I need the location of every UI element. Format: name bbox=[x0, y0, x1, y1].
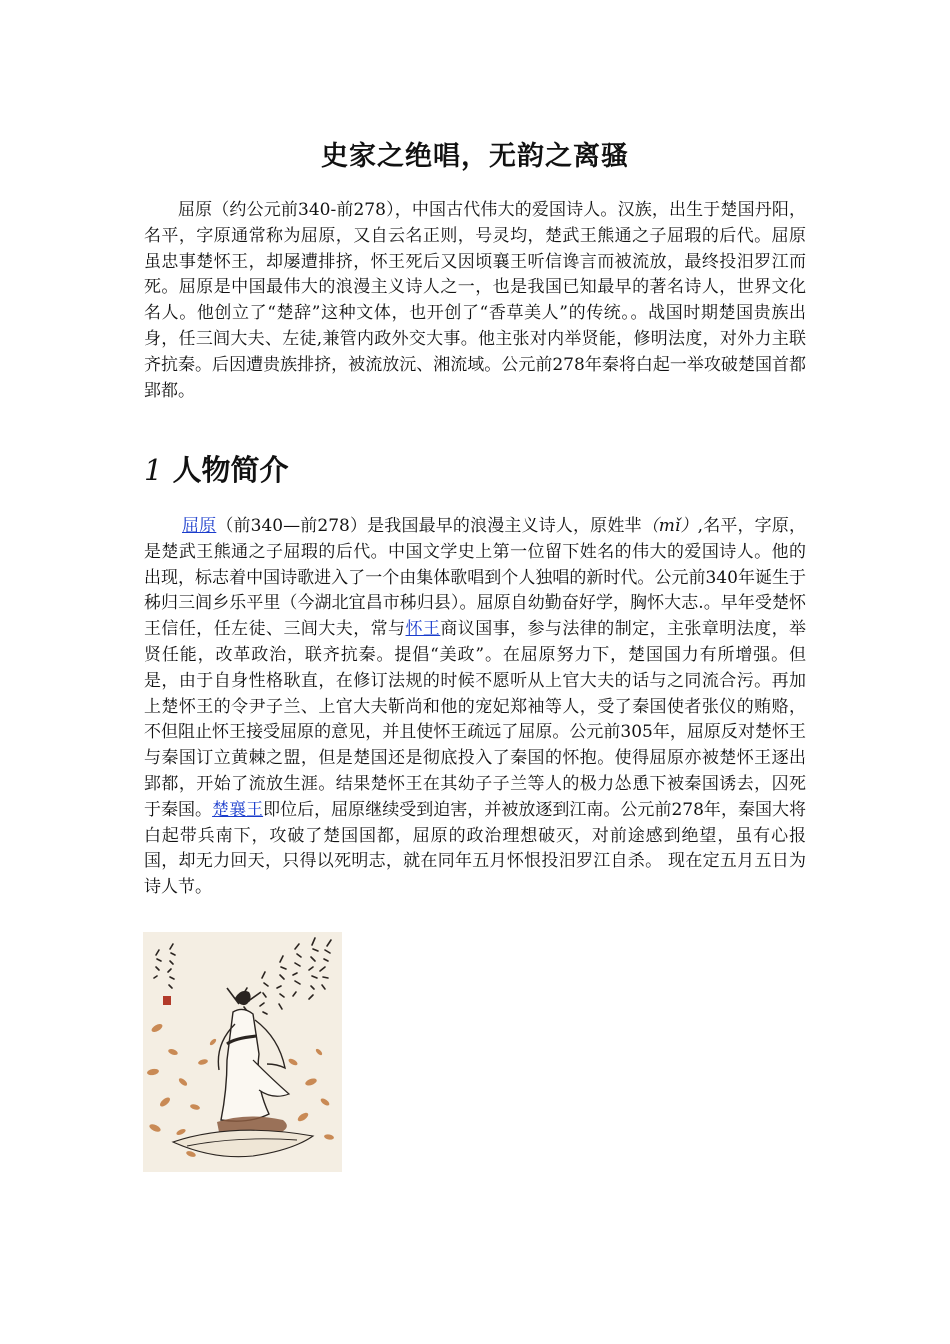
painting-illustration bbox=[143, 932, 342, 1172]
bio-text-a: （前340—前278）是我国最早的浪漫主义诗人，原姓芈 bbox=[216, 516, 642, 536]
bio-text-c: 商议国事，参与法律的制定，主张章明法度，举贤任能，改革政治，联齐抗秦。提倡“美政”。在屈原努力下，楚国国力有所增强。但是，由于自身性格耿直，在修订法规的时候不愿听从上官大夫的话与之同流合污。再加上楚怀王的令尹子兰、上官大夫靳尚和他的宠妃郑袖等人，受了秦国使者张仪的贿赂，不但阻止怀王接受屈原的意见，并且使怀王疏远了屈原。公元前305年，屈原反对楚怀王与秦国订立黄棘之盟，但是楚国还是彻底投入了秦国的怀抱。使得屈原亦被楚怀王逐出郢都，开始了流放生涯。结果楚怀王在其幼子子兰等人的极力怂恿下被秦国诱去，囚死于秦国。 bbox=[144, 619, 807, 820]
section-number: 1 bbox=[144, 453, 163, 487]
page-title: 史家之绝唱，无韵之离骚 bbox=[321, 141, 629, 172]
link-quyuan[interactable]: 屈原 bbox=[182, 516, 217, 536]
seal-stamp bbox=[163, 996, 171, 1005]
quyuan-painting bbox=[143, 932, 342, 1172]
bio-text-d: 即位后，屈原继续受到迫害，并被放逐到江南。公元前278年，秦国大将白起带兵南下，攻破了楚国国都，屈原的政治理想破灭，对前途感到绝望，虽有心报国，却无力回天，只得以死明志，就在同年五月怀恨投汨罗江自杀。 现在定五月五日为诗人节。 bbox=[144, 799, 806, 898]
link-qingxiang[interactable]: 楚襄王 bbox=[212, 799, 264, 820]
intro-paragraph: 屈原（约公元前340-前278），中国古代伟大的爱国诗人。汉族，出生于楚国丹阳，名平，字原通常称为屈原，又自云名正则，号灵均，楚武王熊通之子屈瑕的后代。屈原虽忠事楚怀王，却屡遭排挤，怀王死后又因顷襄王听信谗言而被流放，最终投汨罗江而死。屈原是中国最伟大的浪漫主义诗人之一，也是我国已知最早的著名诗人，世界文化名人。他创立了“楚辞”这种文体，也开创了“香草美人”的传统。。战国时期楚国贵族出身，任三闾大夫、左徒,兼管内政外交大事。他主张对内举贤能，修明法度，对外力主联齐抗秦。后因遭贵族排挤，被流放沅、湘流域。公元前278年秦将白起一举攻破楚国首都郢都。 bbox=[144, 200, 806, 401]
bio-paragraph bbox=[144, 514, 806, 901]
link-huaiwang[interactable]: 怀王 bbox=[405, 619, 441, 640]
section-heading bbox=[144, 448, 288, 489]
section-title: 人物简介 bbox=[172, 453, 289, 487]
pinyin-annotation: （mǐ） bbox=[641, 516, 698, 536]
bio-text-b: ,名平，字原，是楚武王熊通之子屈瑕的后代。中国文学史上第一位留下姓名的伟大的爱国诗人。他的出现，标志着中国诗歌进入了一个由集体歌唱到个人独唱的新时代。公元前340年诞生于秭归三闾乡乐平里（今湖北宜昌市秭归县）。屈原自幼勤奋好学，胸怀大志.。早年受楚怀王信任，任左徒、三闾大夫，常与 bbox=[144, 516, 806, 640]
